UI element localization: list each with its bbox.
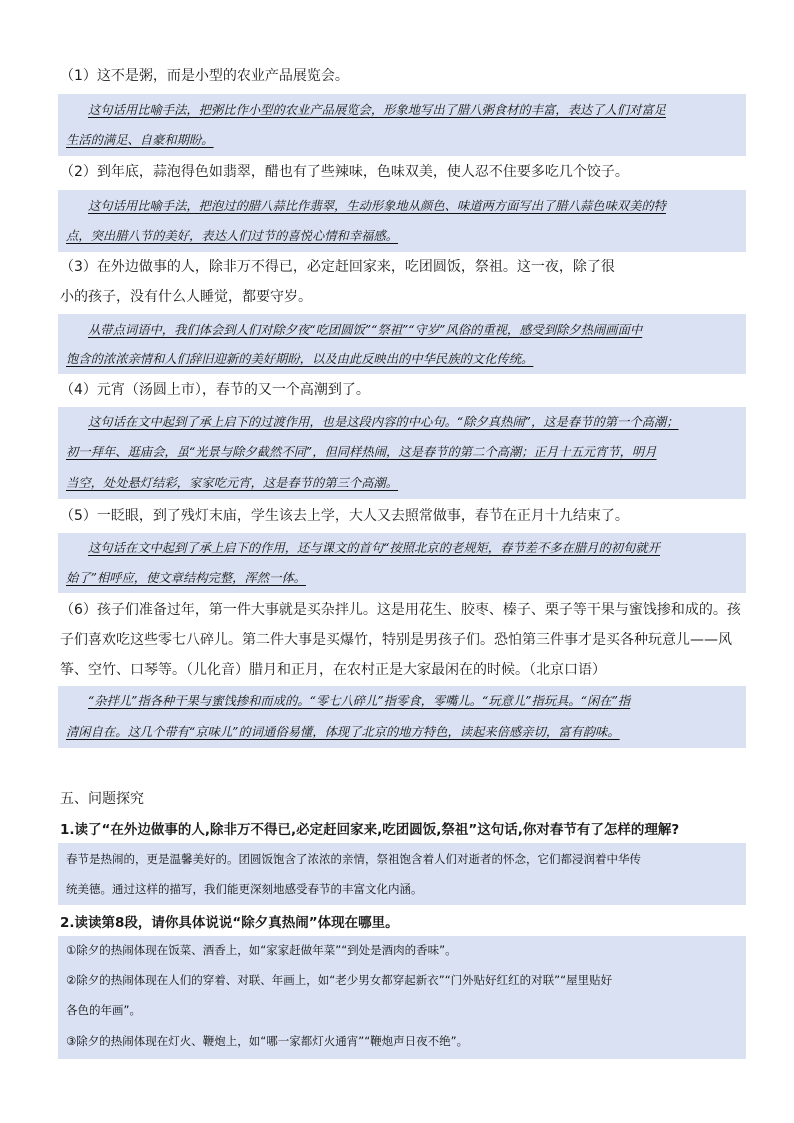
answer-line: 这句话在文中起到了承上启下的作用，还与课文的首句“按照北京的老规矩，春节差不多在腊月的初旬就开 — [88, 541, 660, 555]
answer-line: 饱含的浓浓亲情和人们辞旧迎新的美好期盼，以及由此反映出的中华民族的文化传统。 — [66, 352, 534, 366]
answer-line: 当空，处处悬灯结彩，家家吃元宵，这是春节的第三个高潮。 — [66, 476, 399, 490]
answer-box-2 — [58, 190, 746, 252]
question-5: （5）一眨眼，到了残灯末庙，学生该去上学，大人又去照常做事，春节在正月十九结束了。 — [60, 508, 629, 524]
answer-line: 这句话用比喻手法，把泡过的腊八蒜比作翡翠，生动形象地从颜色、味道两方面写出了腊八蒜色味双美的特 — [88, 199, 666, 213]
question-2: （2）到年底，蒜泡得色如翡翠，醋也有了些辣味，色味双美，使人忍不住要多吃几个饺子。 — [60, 164, 629, 180]
answer-line: 春节是热闹的，更是温馨美好的。团圆饭饱含了浓浓的亲情，祭祖饱含着人们对逝者的怀念，它们都浸润着中华传 — [66, 852, 641, 866]
question-3: （3）在外边做事的人，除非万不得已，必定赶回家来，吃团圆饭，祭祖。这一夜，除了很 — [60, 259, 615, 275]
answer-line: 各色的年画”。 — [66, 1003, 141, 1017]
question-6-cont: 子们喜欢吃这些零七八碎儿。第二件大事是买爆竹，特别是男孩子们。恐怕第三件事才是买各种玩意儿——风 — [60, 632, 732, 648]
answer-box-3 — [58, 314, 746, 374]
sub-question-1: 1.读了“在外边做事的人,除非万不得已,必定赶回家来,吃团圆饭,祭祖”这句话,你对春节有了怎样的理解? — [60, 822, 680, 838]
answer-line: 始了”相呼应，使文章结构完整，浑然一体。 — [66, 571, 306, 585]
answer-line: 统美德。通过这样的描写，我们能更深刻地感受春节的丰富文化内涵。 — [66, 882, 423, 896]
section-title: 五、问题探究 — [60, 791, 144, 807]
answer-line: 初一拜年、逛庙会，虽“光景与除夕截然不同”，但同样热闹，这是春节的第二个高潮；正月十五元宵节，明月 — [66, 445, 657, 459]
answer-line: ①除夕的热闹体现在饭菜、酒香上，如“家家赶做年菜”“到处是酒肉的香味”。 — [66, 943, 457, 957]
answer-box-1 — [58, 94, 746, 156]
sub-answer-box-2 — [58, 936, 746, 1059]
answer-box-4 — [58, 407, 746, 499]
answer-line: 清闲自在。这几个带有“京味儿”的词通俗易懂，体现了北京的地方特色，读起来倍感亲切，富有韵味。 — [66, 725, 620, 739]
question-3-cont: 小的孩子，没有什么人睡觉，都要守岁。 — [60, 289, 312, 305]
answer-line: ②除夕的热闹体现在人们的穿着、对联、年画上，如“老少男女都穿起新衣”“门外贴好红红的对联”“屋里贴好 — [66, 973, 613, 987]
answer-box-5 — [58, 533, 746, 593]
answer-line: “杂拌儿”指各种干果与蜜饯掺和而成的。“零七八碎儿”指零食，零嘴儿。“玩意儿”指玩具。“闲在”指 — [88, 694, 631, 708]
answer-box-6 — [58, 686, 746, 748]
answer-line: 这句话在文中起到了承上启下的过渡作用，也是这段内容的中心句。“除夕真热闹”，这是春节的第一个高潮； — [88, 415, 679, 429]
answer-line: 这句话用比喻手法，把粥比作小型的农业产品展览会，形象地写出了腊八粥食材的丰富，表达了人们对富足 — [88, 103, 666, 117]
question-6: （6）孩子们准备过年，第一件大事就是买杂拌儿。这是用花生、胶枣、榛子、栗子等干果与蜜饯掺和成的。孩 — [60, 602, 741, 618]
answer-line: ③除夕的热闹体现在灯火、鞭炮上，如“哪一家都灯火通宵”“鞭炮声日夜不绝”。 — [66, 1034, 469, 1048]
answer-line: 点，突出腊八节的美好，表达人们过节的喜悦心情和幸福感。 — [66, 229, 399, 243]
question-4: （4）元宵（汤圆上市），春节的又一个高潮到了。 — [60, 382, 370, 398]
sub-question-2: 2.读读第8段，请你具体说说“除夕真热闹”体现在哪里。 — [60, 915, 399, 931]
question-6-cont: 筝、空竹、口琴等。（儿化音）腊月和正月，在农村正是大家最闲在的时候。（北京口语） — [60, 662, 606, 678]
answer-line: 生活的满足、自豪和期盼。 — [66, 133, 214, 147]
question-1: （1）这不是粥，而是小型的农业产品展览会。 — [60, 68, 349, 84]
answer-line: 从带点词语中，我们体会到人们对除夕夜“吃团圆饭”“祭祖”“守岁”风俗的重视，感受到除夕热闹画面中 — [88, 323, 643, 337]
sub-answer-box-1 — [58, 843, 746, 905]
